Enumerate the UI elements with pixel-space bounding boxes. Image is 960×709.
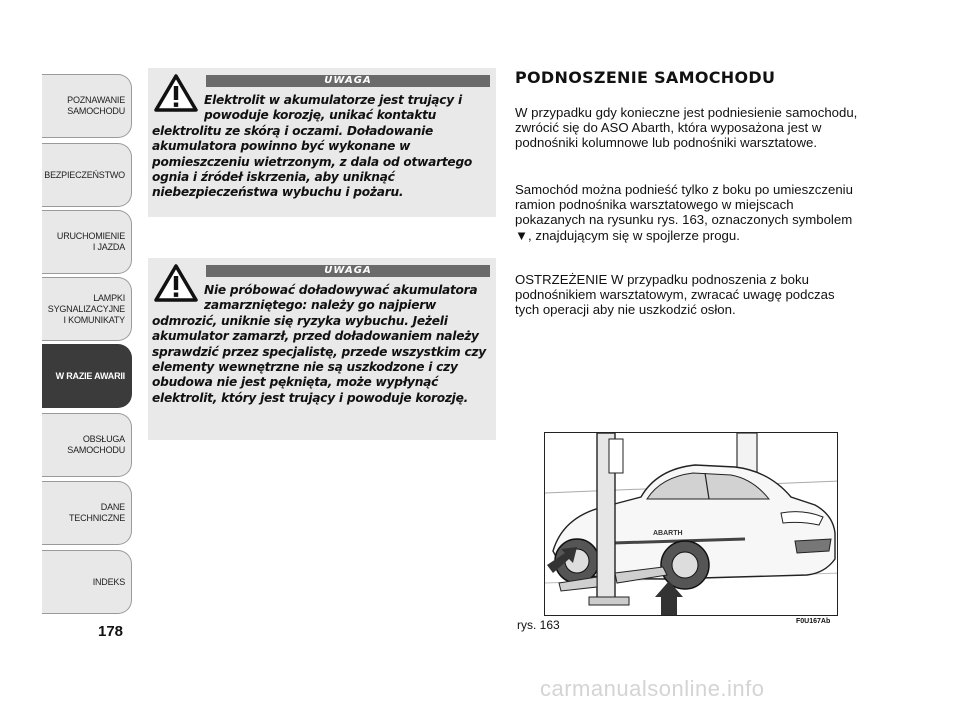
tab-label: POZNAWANIE SAMOCHODU bbox=[67, 95, 125, 116]
paragraph: OSTRZEŻENIE W przypadku podnoszenia z boku podnośnikiem warsztatowym, zwracać uwagę podczas tych operacji aby nie uszkodzić osłon. bbox=[515, 272, 835, 318]
paragraph: Samochód można podnieść tylko z boku po umieszczeniu ramion podnośnika warsztatowego w miejscach pokazanych na rysunku rys. 163, oznaczonych symbolem ▼, znajdującym się w spojlerze progu. bbox=[515, 182, 853, 243]
watermark: carmanualsonline.info bbox=[540, 676, 765, 701]
tab-label: LAMPKI SYGNALIZACYJNE I KOMUNIKATY bbox=[47, 292, 125, 325]
tab-poznawanie-samochodu[interactable] bbox=[42, 74, 132, 138]
section-title: PODNOSZENIE SAMOCHODU bbox=[515, 68, 776, 87]
tab-indeks[interactable] bbox=[42, 550, 132, 614]
warning-header: UWAGA bbox=[206, 265, 490, 277]
tab-label: OBSŁUGA SAMOCHODU bbox=[67, 434, 125, 455]
tab-w-razie-awarii[interactable] bbox=[42, 344, 132, 408]
tab-label: DANE TECHNICZNE bbox=[69, 502, 125, 523]
warning-text: Elektrolit w akumulatorze jest trujący i powoduje korozję, unikać kontaktu elektrolitu ze skórą i oczami. Doładowanie akumulatora powinno być wykonane w pomieszczeniu wietrzonym, z dala od otwartego ognia i źródeł iskrzenia, aby uniknąć niebezpieczeństwa wybuchu i pożaru. bbox=[152, 93, 473, 200]
tab-bezpieczenstwo[interactable] bbox=[42, 143, 132, 207]
warning-box bbox=[148, 68, 496, 217]
figure-caption: rys. 163 bbox=[517, 618, 560, 632]
warning-text: Nie próbować doładowywać akumulatora zamarzniętego: należy go najpierw odmrozić, uniknie się ryzyka wybuchu. Jeżeli akumulator zamarzł, przed doładowaniem należy sprawdzić przez specjalistę, przede wszystkim czy elementy wewnętrzne nie są uszkodzone i czy obudowa nie jest pęknięta, może wypłynąć elektrolit, który jest trujący i powoduje korozję. bbox=[152, 283, 487, 405]
tab-lampki-sygnalizacyjne[interactable] bbox=[42, 277, 132, 341]
warning-box bbox=[148, 258, 496, 440]
car-lift-illustration bbox=[545, 433, 838, 616]
warning-header: UWAGA bbox=[206, 75, 490, 87]
tab-label: URUCHOMIENIE I JAZDA bbox=[56, 231, 125, 252]
tab-label: W RAZIE AWARII bbox=[55, 370, 125, 381]
tab-obsluga-samochodu[interactable] bbox=[42, 413, 132, 477]
figure-car-lift bbox=[544, 432, 838, 616]
abarth-badge-text: ABARTH bbox=[653, 530, 683, 537]
figure-code: F0U167Ab bbox=[796, 618, 831, 625]
tab-uruchomienie-i-jazda[interactable] bbox=[42, 210, 132, 274]
tab-label: BEZPIECZEŃSTWO bbox=[44, 169, 125, 180]
paragraph: W przypadku gdy konieczne jest podniesienie samochodu, zwrócić się do ASO Abarth, która wyposażona jest w podnośniki kolumnowe lub podnośniki warsztatowe. bbox=[515, 105, 858, 151]
tab-dane-techniczne[interactable] bbox=[42, 481, 132, 545]
page-number: 178 bbox=[98, 623, 124, 640]
tab-label: INDEKS bbox=[92, 576, 125, 587]
